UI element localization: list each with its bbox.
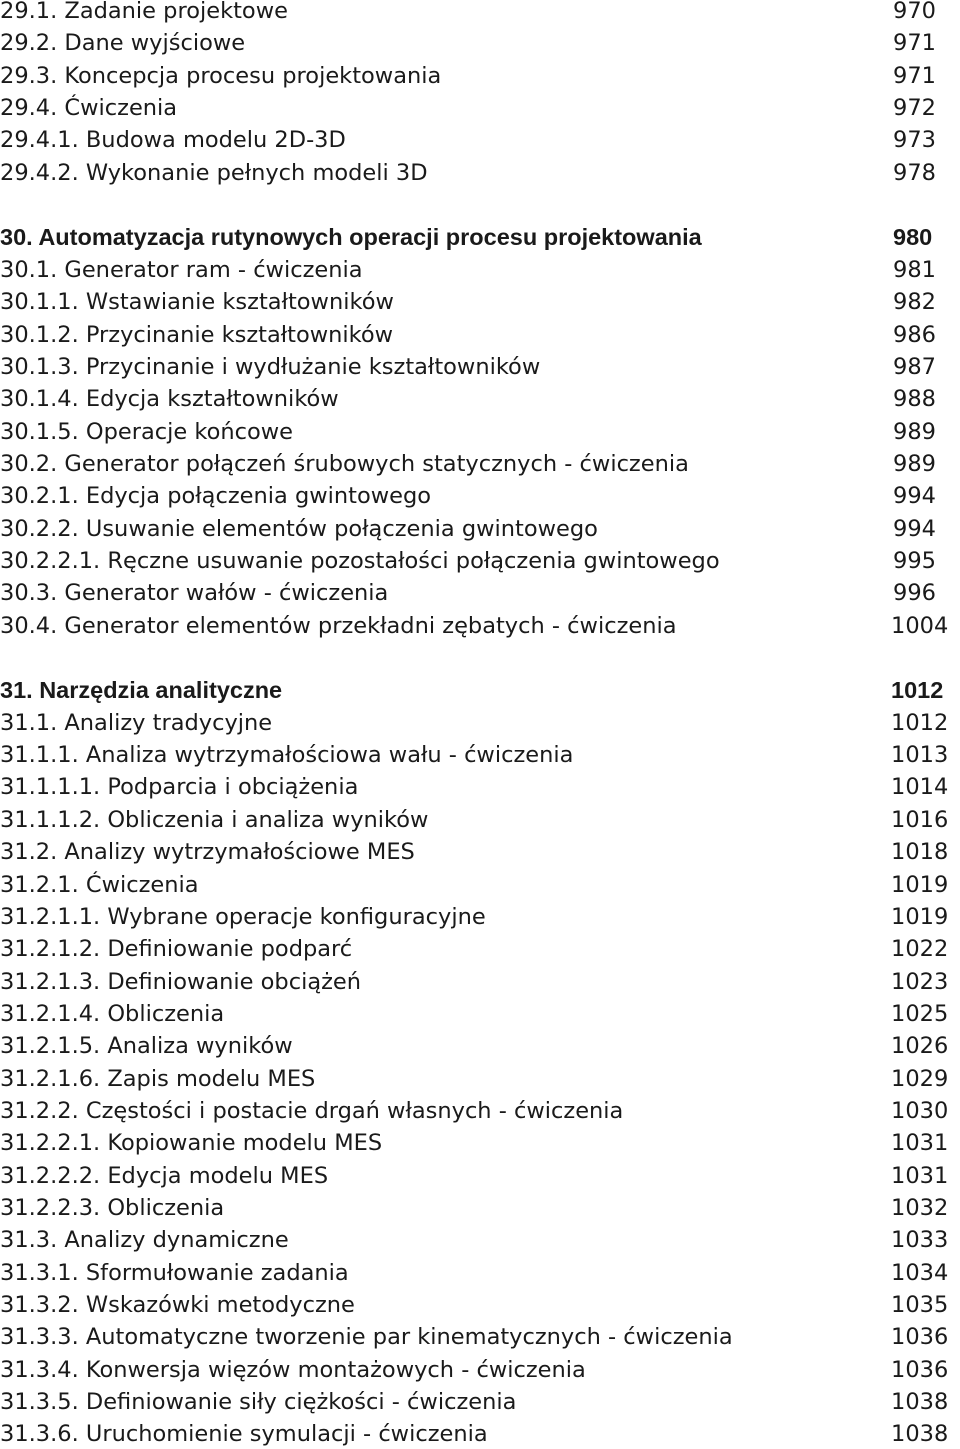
toc-entry-title: 31.3. Analizy dynamiczne [0, 1227, 289, 1254]
toc-entry [0, 870, 960, 900]
toc-entry [0, 384, 960, 414]
toc-entry-title: 30.1. Generator ram - ćwiczenia [0, 256, 363, 283]
toc-entry [0, 1161, 960, 1191]
toc-entry-title: 31.3.5. Definiowanie siły ciężkości - ćwiczenia [0, 1389, 517, 1415]
toc-entry-title: 30.2.2. Usuwanie elementów połączenia gwintowego [0, 515, 598, 542]
toc-entry-page: 1018 [891, 839, 949, 866]
toc-entry [0, 967, 960, 997]
toc-entry [0, 934, 960, 964]
toc-entry-title: 31.2.2.3. Obliczenia [0, 1195, 225, 1221]
toc-entry-page: 978 [893, 159, 936, 186]
toc-entry [0, 999, 960, 1029]
toc-entry-page: 1031 [891, 1130, 949, 1157]
toc-entry-title: 31.3.3. Automatyczne tworzenie par kinematycznych - ćwiczenia [0, 1324, 733, 1351]
toc-entry-page: 970 [893, 0, 936, 24]
toc-entry-title: 30.1.3. Przycinanie i wydłużanie kształtowników [0, 353, 541, 380]
toc-entry-page: 1038 [891, 1421, 949, 1448]
toc-entry-page: 986 [893, 321, 936, 348]
toc-entry-page: 1036 [891, 1324, 949, 1351]
toc-entry-title: 31. Narzędzia analityczne [0, 677, 283, 704]
toc-entry-title: 30.1.1. Wstawianie kształtowników [0, 289, 394, 316]
toc-entry-page: 1016 [891, 806, 949, 833]
toc-entry [0, 93, 960, 123]
toc-entry [0, 1387, 960, 1417]
toc-entry [0, 0, 960, 26]
toc-entry-page: 1032 [891, 1195, 949, 1221]
toc-entry-title: 30.2. Generator połączeń śrubowych statycznych - ćwiczenia [0, 450, 689, 477]
toc-entry [0, 1419, 960, 1449]
toc-entry-page: 994 [893, 483, 936, 510]
toc-entry-title: 31.2.1.4. Obliczenia [0, 1000, 225, 1027]
toc-entry-title: 30.4. Generator elementów przekładni zębatych - ćwiczenia [0, 612, 677, 639]
toc-entry [0, 1193, 960, 1223]
toc-entry [0, 1064, 960, 1094]
toc-entry-page: 1036 [891, 1356, 949, 1383]
toc-entry-title: 31.2.2. Częstości i postacie drgań własnych - ćwiczenia [0, 1097, 624, 1124]
toc-entry-page: 1029 [891, 1065, 949, 1092]
toc-entry-title: 31.2.2.1. Kopiowanie modelu MES [0, 1130, 383, 1157]
toc-entry-title: 31.3.4. Konwersja więzów montażowych - ćwiczenia [0, 1356, 586, 1383]
toc-entry-page: 1030 [891, 1097, 949, 1124]
toc-entry-title: 29.4.1. Budowa modelu 2D-3D [0, 127, 346, 154]
toc-entry-page: 988 [893, 386, 936, 413]
toc-entry-title: 31.1.1.2. Obliczenia i analiza wyników [0, 806, 429, 833]
toc-entry-title: 31.1.1. Analiza wytrzymałościowa wału - ćwiczenia [0, 742, 574, 769]
toc-entry-title: 30.1.2. Przycinanie kształtowników [0, 321, 394, 348]
toc-entry-title: 30.1.5. Operacje końcowe [0, 418, 293, 445]
toc-entry [0, 352, 960, 382]
toc-entry-page: 1013 [891, 742, 949, 769]
toc-entry-title: 30.3. Generator wałów - ćwiczenia [0, 580, 389, 607]
toc-entry [0, 708, 960, 738]
toc-entry-page: 996 [893, 580, 936, 607]
toc-entry-page: 980 [893, 224, 933, 251]
toc-entry-page: 1038 [891, 1389, 949, 1415]
toc-entry-page: 972 [893, 95, 936, 122]
toc-entry [0, 449, 960, 479]
toc-entry-title: 29.4. Ćwiczenia [0, 95, 178, 122]
toc-entry [0, 772, 960, 802]
toc-entry-title: 31.2.1.6. Zapis modelu MES [0, 1065, 316, 1092]
toc-entry-page: 995 [893, 548, 936, 574]
toc-entry-title: 31.2. Analizy wytrzymałościowe MES [0, 839, 415, 866]
toc-entry [0, 125, 960, 155]
toc-entry-page: 1012 [891, 677, 944, 704]
toc-entry-title: 30.2.2.1. Ręczne usuwanie pozostałości połączenia gwintowego [0, 548, 720, 574]
toc-entry-title: 31.2.1.5. Analiza wyników [0, 1033, 293, 1060]
toc-entry-page: 1031 [891, 1162, 949, 1189]
toc-entry [0, 805, 960, 835]
toc-entry [0, 546, 960, 576]
toc-entry [0, 1096, 960, 1126]
toc-entry-page: 989 [893, 450, 936, 477]
toc-entry-page: 1035 [891, 1292, 949, 1318]
toc-entry-page: 994 [893, 515, 936, 542]
toc-entry-page: 973 [893, 127, 936, 154]
toc-chapter-heading [0, 222, 960, 252]
toc-entry-title: 31.3.1. Sformułowanie zadania [0, 1259, 349, 1286]
toc-entry [0, 320, 960, 350]
toc-entry [0, 61, 960, 91]
toc-entry [0, 255, 960, 285]
toc-entry-title: 31.3.6. Uruchomienie symulacji - ćwiczenia [0, 1421, 488, 1448]
toc-entry-page: 987 [893, 353, 936, 380]
toc-entry [0, 28, 960, 58]
toc-entry-title: 31.1.1.1. Podparcia i obciążenia [0, 774, 359, 801]
toc-entry-page: 1033 [891, 1227, 949, 1254]
toc-entry [0, 158, 960, 188]
toc-entry-page: 1012 [891, 709, 949, 736]
toc-entry [0, 287, 960, 317]
toc-entry [0, 481, 960, 511]
toc-entry [0, 1128, 960, 1158]
toc-entry [0, 902, 960, 932]
toc-entry-title: 30.1.4. Edycja kształtowników [0, 386, 339, 413]
toc-entry-title: 31.2.2.2. Edycja modelu MES [0, 1162, 329, 1189]
toc-entry [0, 514, 960, 544]
toc-chapter-heading [0, 675, 960, 705]
toc-entry-page: 1034 [891, 1259, 949, 1286]
toc-entry [0, 417, 960, 447]
toc-entry-page: 1019 [891, 903, 949, 930]
toc-entry [0, 1258, 960, 1288]
toc-entry [0, 740, 960, 770]
toc-entry [0, 1290, 960, 1320]
toc-entry-title: 31.2.1.1. Wybrane operacje konfiguracyjne [0, 903, 486, 930]
toc-entry [0, 1225, 960, 1255]
toc-entry-page: 989 [893, 418, 936, 445]
toc-entry-page: 1014 [891, 774, 949, 801]
toc-entry-page: 981 [893, 256, 936, 283]
toc-entry-title: 29.4.2. Wykonanie pełnych modeli 3D [0, 159, 428, 186]
toc-entry [0, 1322, 960, 1352]
toc-entry-title: 29.3. Koncepcja procesu projektowania [0, 62, 442, 89]
toc-entry-page: 982 [893, 289, 936, 316]
toc-entry-page: 971 [893, 30, 936, 57]
toc-entry-title: 31.1. Analizy tradycyjne [0, 709, 273, 736]
toc-entry-title: 31.3.2. Wskazówki metodyczne [0, 1292, 355, 1318]
toc-entry-title: 29.1. Zadanie projektowe [0, 0, 288, 24]
toc-entry-page: 971 [893, 62, 936, 89]
toc-entry-title: 31.2.1. Ćwiczenia [0, 871, 199, 898]
toc-entry [0, 611, 960, 641]
toc-entry-title: 30.2.1. Edycja połączenia gwintowego [0, 483, 432, 510]
toc-entry-page: 1026 [891, 1033, 949, 1060]
toc-entry [0, 1031, 960, 1061]
toc-entry-title: 31.2.1.3. Definiowanie obciążeń [0, 968, 362, 995]
toc-entry-title: 29.2. Dane wyjściowe [0, 30, 246, 57]
toc-entry-page: 1025 [891, 1000, 949, 1027]
toc-entry [0, 1355, 960, 1385]
toc-entry [0, 837, 960, 867]
toc-entry-title: 30. Automatyzacja rutynowych operacji procesu projektowania [0, 224, 702, 251]
toc-entry-page: 1022 [891, 936, 949, 963]
toc-entry-page: 1004 [891, 612, 949, 639]
toc-entry-page: 1019 [891, 871, 949, 898]
toc-entry-title: 31.2.1.2. Definiowanie podparć [0, 936, 353, 963]
toc-entry [0, 578, 960, 608]
toc-entry-page: 1023 [891, 968, 949, 995]
